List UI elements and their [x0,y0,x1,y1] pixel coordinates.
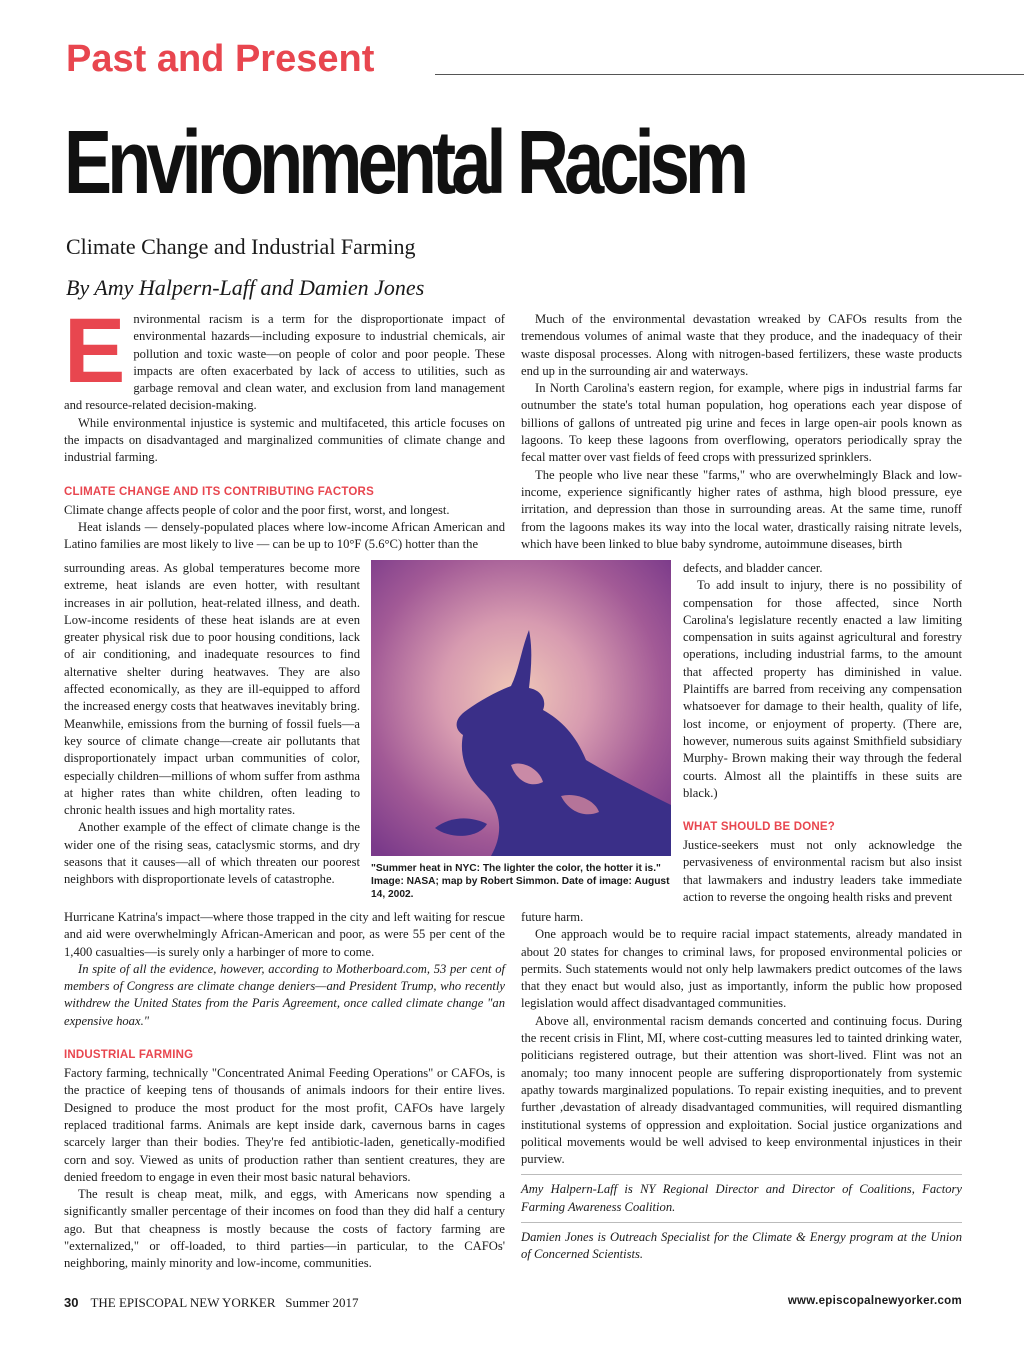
byline: By Amy Halpern-Laff and Damien Jones [66,275,425,300]
paragraph: Much of the environmental devastation wreaked by CAFOs results from the tremendous volumes of animal waste that they produce, and the inadequacy of their waste disposal processes. Along with nitrogen-based fertilizers, these waste products end up in the surrounding air and waterways. [521,312,962,378]
paragraph: In North Carolina's eastern region, for example, where pigs in industrial farms far outnumber the state's total human population, hog operations each year dispose of billions of gallons of untreated pig urine and feces in large open-air pools known as lagoons. To keep these lagoons from overflowing, operators periodically spray the fecal matter over vast fields of feed crops with pressurized sprinklers. [521,381,962,465]
page-number: 30 [64,1295,79,1310]
paragraph: defects, and bladder cancer. [683,561,823,575]
left-column-bottom [64,909,505,1273]
paragraph: While environmental injustice is systemic and multifaceted, this article focuses on the impacts on disadvantaged and marginalized communities of climate change and industrial farming. [64,415,505,465]
paragraph: nvironmental racism is a term for the disproportionate impact of environmental hazards—including exposure to industrial chemicals, air pollution and toxic waste—on people of color and poor people. These impacts are often exacerbated by lack of access to utilities, such as garbage removal and clean water, and exclusion from land management and resource-related decision-making. [64,312,505,413]
publication-name: THE EPISCOPAL NEW YORKER [90,1295,276,1310]
paragraph: Above all, environmental racism demands concerted and continuing focus. During the recent crisis in Flint, MI, where cost-cutting measures led to tainted drinking water, politicians registered outrage, but their attention was short-lived. Flint was not an anomaly; too many innocent people are suffering disproportionately from systemic apathy towards marginalized populations. To repair existing inequities, and to prevent further ,devastation of already disadvantaged communities, will required dismantling institutional systems of oppression and exploitation. Social justice organizations and political movements would be well advised to keep environmental injustices in their purview. [521,1013,962,1167]
paragraph: Heat islands — densely-populated places where low-income African American and Latino families are most likely to live — can be up to 10°F (5.6°C) hotter than the [64,519,505,552]
author-bio: Damien Jones is Outreach Specialist for the Climate & Energy program at the Union of Concerned Scientists. [521,1230,962,1262]
section-heading: CLIMATE CHANGE AND ITS CONTRIBUTING FACTORS [64,485,374,498]
paragraph: The people who live near these "farms," who are overwhelmingly Black and low-income, experience significantly higher rates of asthma, high blood pressure, eye irritation, and depression than those in surrounding areas. At the same time, runoff from the lagoons makes its way into the local water, drastically raising nitrate levels, which have been linked to blue baby syndrome, autoimmune diseases, birth [521,467,962,551]
headline: Environmental Racism [64,113,745,213]
paragraph: Factory farming, technically "Concentrated Animal Feeding Operations" or CAFOs, is the practice of keeping tens of thousands of animals indoors for their entire lives. Designed to produce the most product for the most profit, CAFOs have largely replaced traditional farms. Animals are kept inside dark, cavernous barns in cages scarcely larger than their bodies. They're fed antibiotic-laden, genetically-modified corn and soy. Viewed as units of production rather than sentient creatures, they are denied freedom to engage in even their most basic natural behaviors. [64,1066,505,1184]
section-heading: INDUSTRIAL FARMING [64,1049,194,1062]
left-column-wrap [64,560,360,889]
subtitle: Climate Change and Industrial Farming [66,234,416,259]
paragraph: The result is cheap meat, milk, and eggs, with Americans now spending a significantly smaller percentage of their incomes on food than they did half a century ago. But that cheapness is mostly because the costs of factory farming are "externalized," or off-loaded, to third parties—in particular, to the CAFOs' neighboring, mainly minority and low-income, communities. [64,1187,505,1271]
divider [521,1222,962,1223]
paragraph: Another example of the effect of climate change is the wider one of the rising seas, cataclysmic storms, and dry seasons that it causes—all of which threaten our poorest neighbors with disproportionate levels of catastrophe. [64,820,360,887]
paragraph: In spite of all the evidence, however, according to Motherboard.com, 53 per cent of members of Congress are climate change deniers—and President Trump, who recently withdrew the United States from the Paris Agreement, once called climate change "an expensive hoax." [64,961,505,1028]
paragraph: Hurricane Katrina's impact—where those trapped in the city and left waiting for rescue and aid were overwhelmingly African-American and poor, as were 55 per cent of the 1,400 casualties—is surely only a harbinger of more to come. [64,910,505,959]
section-rule [435,74,1024,75]
satellite-map [371,560,671,856]
drop-cap: E [64,300,126,402]
right-column-wrap [683,560,962,906]
section-heading: WHAT SHOULD BE DONE? [683,821,836,834]
issue: Summer 2017 [285,1295,359,1310]
paragraph: surrounding areas. As global temperatures become more extreme, heat islands are even hotter, with resultant increases in air pollution, heat-related illness, and death. Low-income residents of these heat islands are at even greater physical risk due to poor housing conditions, lack of air conditioning, and inadequate resources to find alternative shelter during heatwaves. They are also affected economically, as they are ill-equipped to afford the increased energy costs that heatwaves inevitably bring. Meanwhile, emissions from the burning of fossil fuels—a key source of climate change—create air pollutants that disproportionately impact urban communities of color, especially children—millions of whom suffer from asthma at higher rates than white children, often leading to chronic health issues and high mortality rates. [64,561,360,818]
author-bio: Amy Halpern-Laff is NY Regional Director and Director of Coalitions, Factory Farming Awareness Coalition. [521,1182,962,1214]
heat-map-image [371,560,671,856]
section-label: Past and Present [66,38,375,80]
figure-caption: "Summer heat in NYC: The lighter the color, the hotter it is." Image: NASA; map by Robert Simmon. Date of image: August 14, 2002. [371,863,670,900]
website-link[interactable]: www.episcopalnewyorker.com [787,1295,962,1307]
paragraph: Climate change affects people of color and the poor first, worst, and longest. [64,502,450,517]
right-column-top [521,311,962,553]
paragraph: To add insult to injury, there is no possibility of compensation for those affected, since North Carolina's legislature recently enacted a law limiting compensation in suits against agricultural and forestry operations, including industrial farms, to the amount that affected property has diminished in value. Plaintiffs are barred from receiving any compensation whatsoever for damage to their health, quality of life, lost income, or enjoyment of property. (There are, however, numerous suits against Smithfield subsidiary Murphy- Brown making their way through the federal courts. Almost all the plaintiffs in these suits are black.) [683,578,962,800]
right-column-bottom [521,909,962,1264]
divider [521,1174,962,1175]
paragraph: Justice-seekers must not only acknowledge the pervasiveness of environmental racism but also insist that lawmakers and industry leaders take immediate action to reverse the ongoing health risks and prevent [683,838,962,905]
left-column-top [64,300,505,554]
paragraph: future harm. [521,910,584,924]
footer-left [64,1295,359,1311]
paragraph: One approach would be to require racial impact statements, already mandated in about 20 states for changes to criminal laws, for proposed environmental policies or permits. Such statements would not only help lawmakers predict outcomes of the laws that they enact but would also, just as importantly, inform the public how proposed legislation would affect disadvantaged communities. [521,927,962,1011]
